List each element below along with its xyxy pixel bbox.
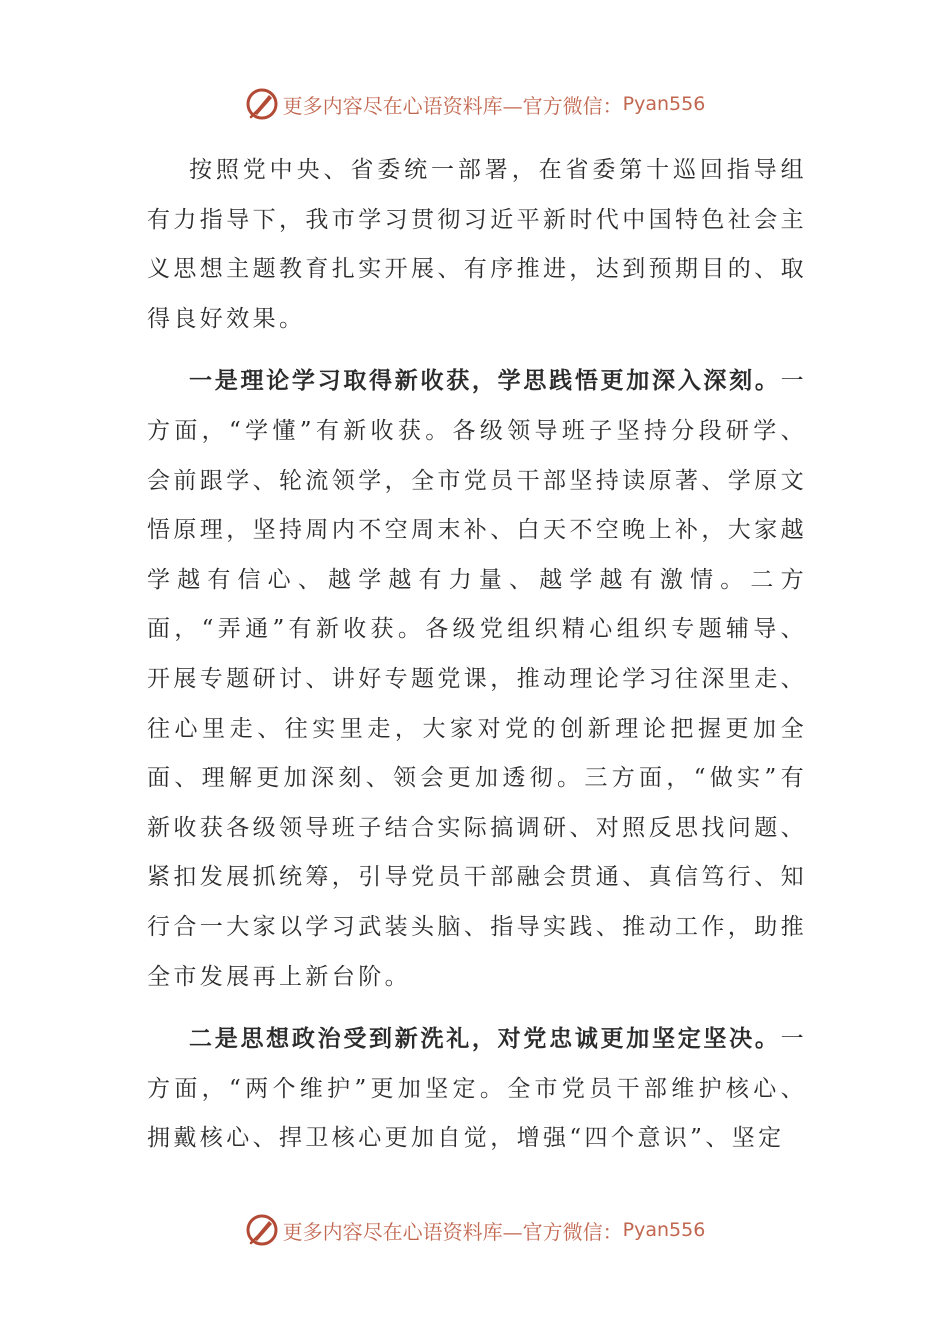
theory-study-heading: 一是理论学习取得新收获，学思践悟更加深入深刻。 (189, 368, 781, 395)
intro-paragraph (147, 146, 807, 344)
watermark-handle: Pyan556 (622, 1219, 706, 1241)
intro-text: 按照党中央、省委统一部署，在省委第十巡回指导组有力指导下，我市学习贯彻习近平新时代中国特色社会主义思想主题教育扎实开展、有序推进，达到预期目的、取得良好效果。 (147, 157, 807, 332)
quill-logo-icon (245, 1213, 279, 1247)
header-watermark (0, 84, 950, 124)
political-thought-paragraph (147, 1015, 807, 1164)
watermark-handle: Pyan556 (622, 93, 706, 115)
watermark-text: 更多内容尽在心语资料库—官方微信： (282, 1219, 623, 1244)
political-thought-heading: 二是思想政治受到新洗礼，对党忠诚更加坚定坚决。 (189, 1026, 781, 1053)
theory-study-text: 一方面，“学懂”有新收获。各级领导班子坚持分段研学、会前跟学、轮流领学，全市党员干部坚持读原著、学原文悟原理，坚持周内不空周末补、白天不空晚上补，大家越学越有信心、越学越有力量、越学越有激情。二方面，“弄通”有新收获。各级党组织精心组织专题辅导、开展专题研讨、讲好专题党课，推动理论学习往深里走、往心里走、往实里走，大家对党的创新理论把握更加全面、理解更加深刻、领会更加透彻。三方面，“做实”有新收获各级领导班子结合实际搞调研、对照反思找问题、紧扣发展抓统筹，引导党员干部融会贯通、真信笃行、知行合一大家以学习武装头脑、指导实践、推动工作，助推全市发展再上新台阶。 (147, 368, 807, 990)
quill-logo-icon (245, 87, 279, 121)
theory-study-paragraph (147, 357, 807, 1002)
political-thought-text: 一方面，“两个维护”更加坚定。全市党员干部维护核心、拥戴核心、捍卫核心更加自觉，增强“四个意识”、坚定 (147, 1026, 807, 1152)
footer-watermark (0, 1210, 950, 1250)
watermark-text: 更多内容尽在心语资料库—官方微信： (282, 93, 623, 118)
document-body (147, 146, 807, 1164)
